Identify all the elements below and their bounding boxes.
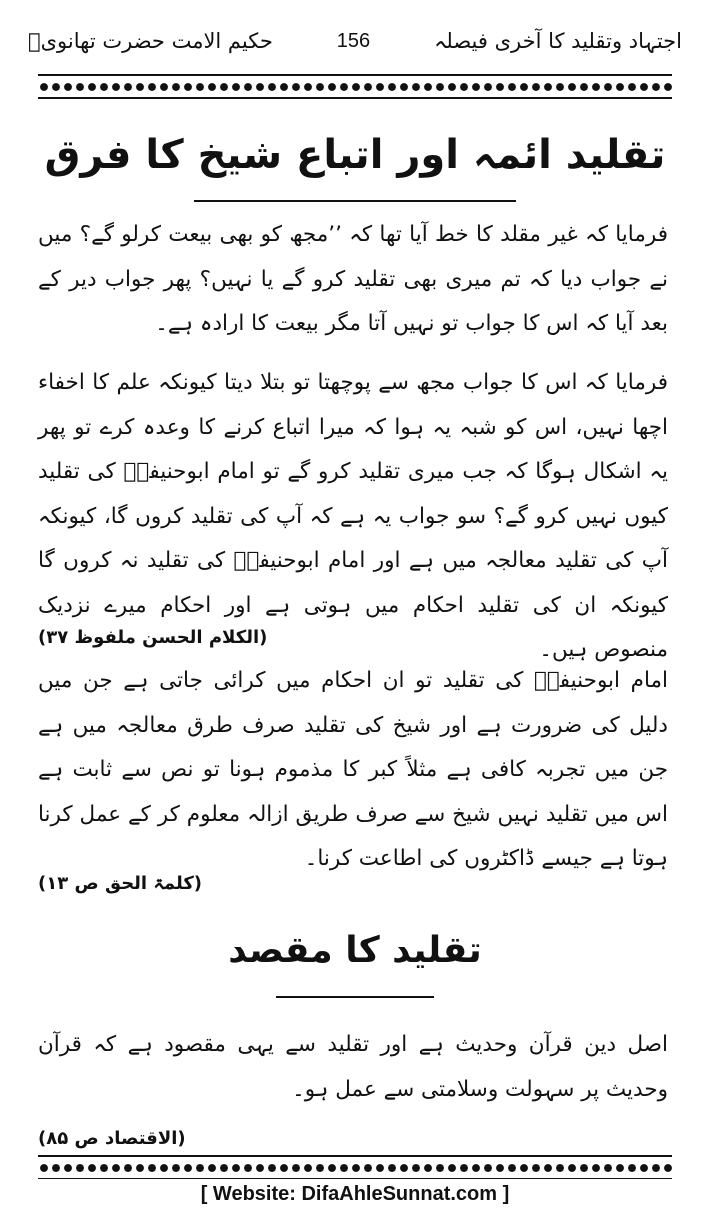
heading-underline bbox=[194, 200, 516, 202]
author-title: حکیم الامت حضرت تھانویؒ bbox=[28, 29, 273, 53]
paragraph-1: فرمایا کہ غیر مقلد کا خط آیا تھا کہ ’’مجھ کو بھی بیعت کرلو گے؟ میں نے جواب دیا کہ تم میری بھی تقلید کرو گے یا نہیں؟ پھر جواب دیر کے بعد آیا کہ اس کا جواب تو نہیں آتا مگر بیعت کا ارادہ ہے۔ bbox=[38, 222, 668, 336]
section-heading-taqleed-purpose: تقلید کا مقصد bbox=[228, 930, 482, 971]
paragraph-3: امام ابوحنیفہؒ کی تقلید تو ان احکام میں کرائی جاتی ہے جن میں دلیل کی ضرورت ہے اور شیخ کی تقلید صرف طرق معالجہ میں ہے جن میں تجربہ کافی ہے مثلاً کبر کا مذموم ہونا تو نص سے ثابت ہے اس میں تقلید نہیں شیخ سے صرف طریق ازالہ معلوم کر کے عمل کرنا ہوتا ہے جیسے ڈاکٹروں کی اطاعت کرنا۔ bbox=[38, 668, 668, 871]
section-heading-taqleed-difference: تقلید ائمہ اور اتباع شیخ کا فرق bbox=[44, 132, 666, 178]
page-header bbox=[28, 18, 682, 64]
page-number: 156 bbox=[336, 29, 371, 52]
footer-rule-top bbox=[38, 1155, 672, 1157]
header-rule-bottom bbox=[38, 97, 672, 99]
website-footer: [ Website: DifaAhleSunnat.com ] bbox=[200, 1183, 510, 1205]
heading-underline bbox=[276, 996, 434, 998]
reference-3: (الاقتصاد ص ۸۵) bbox=[38, 1128, 186, 1149]
footer-rule-bottom bbox=[38, 1178, 672, 1179]
paragraph-4: اصل دین قرآن وحدیث ہے اور تقلید سے یہی مقصود ہے کہ قرآن وحدیث پر سہولت وسلامتی سے عمل ہو۔ bbox=[38, 1032, 668, 1102]
paragraph-2: فرمایا کہ اس کا جواب مجھ سے پوچھتا تو بتلا دیتا کیونکہ علم کا اخفاء اچھا نہیں، اس کو شبہ یہ ہوا کہ میرا اتباع کرنے کا وعدہ کرے تو پھر یہ اشکال ہوگا کہ جب میری تقلید کرو گے تو امام ابوحنیفہؒ کی تقلید کیوں نہیں کرو گے؟ سو جواب یہ ہے کہ آپ کی تقلید کروں گا، کیونکہ آپ کی تقلید معالجہ میں ہے اور امام ابوحنیفہؒ کی تقلید نہ کروں گا کیونکہ ان کی تقلید احکام میں ہوتی ہے اور احکام میرے نزدیک منصوص ہیں۔ bbox=[38, 370, 668, 662]
header-rule-top bbox=[38, 74, 672, 76]
reference-2: (کلمۃ الحق ص ۱۳) bbox=[38, 873, 203, 894]
reference-1: (الکلام الحسن ملفوظ ۳۷) bbox=[38, 627, 268, 648]
book-title: اجتہاد وتقلید کا آخری فیصلہ bbox=[434, 29, 682, 53]
header-chain-border bbox=[38, 81, 672, 93]
footer-chain-border bbox=[38, 1162, 672, 1174]
